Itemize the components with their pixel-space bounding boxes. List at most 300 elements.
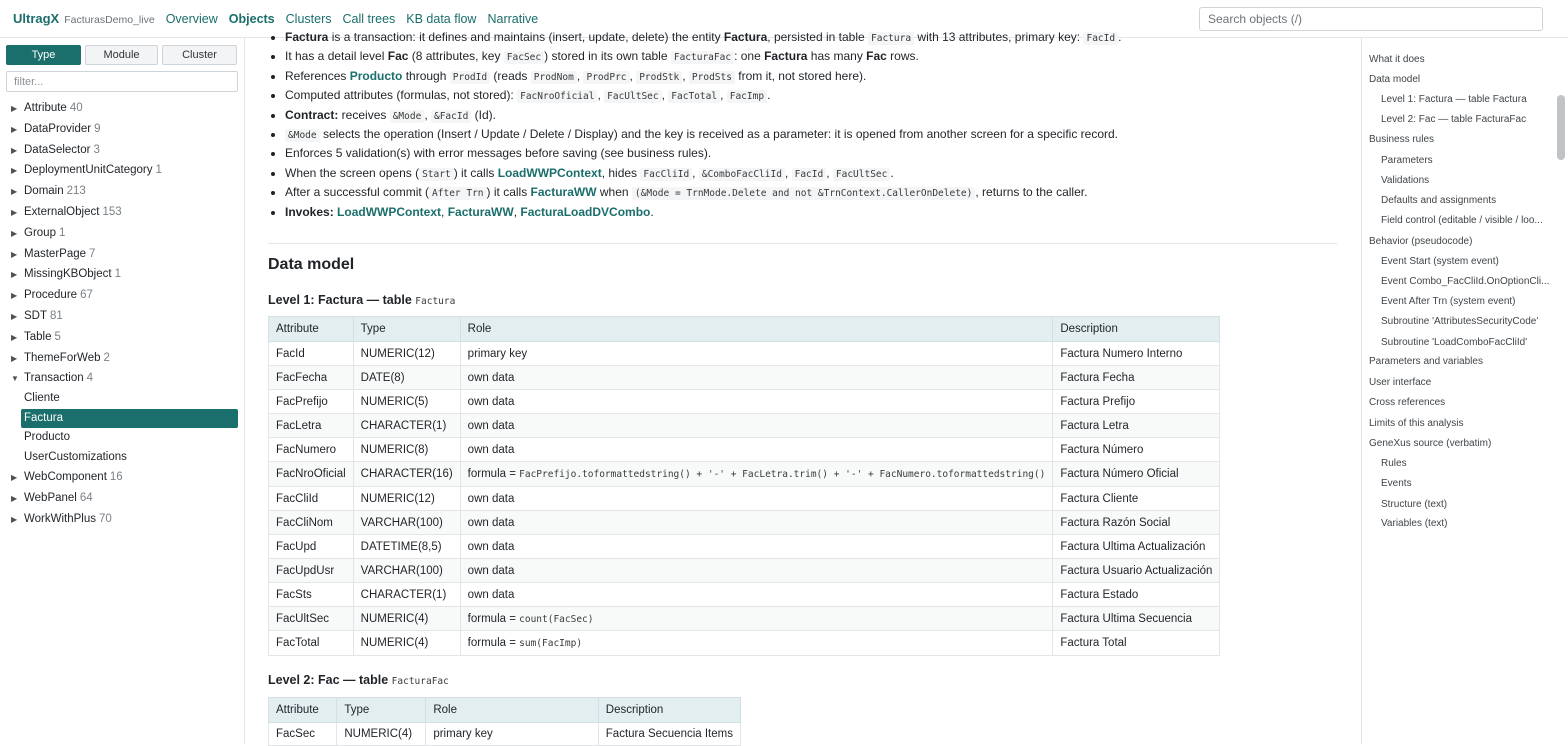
text: , hides [601, 165, 641, 180]
cell-description: Factura Letra [1053, 414, 1220, 438]
bold-text: Factura [285, 30, 329, 44]
bold-text: Invokes: [285, 204, 338, 219]
cell-role [460, 631, 1053, 656]
tree-item-dataselector[interactable] [0, 140, 245, 161]
role-label: own data [467, 564, 515, 577]
table-row [269, 462, 1220, 487]
code-token: FacUltSec [833, 168, 890, 181]
code-token: Start [419, 168, 454, 181]
tree-child-producto[interactable]: Producto [24, 431, 71, 444]
page-scrollbar[interactable] [1557, 95, 1565, 160]
role-label: formula = [467, 468, 520, 480]
cell-attribute: FacId [269, 342, 354, 366]
toc-item[interactable]: Level 2: Fac — table FacturaFac [1381, 114, 1527, 125]
level2-heading [268, 673, 449, 687]
segment-type[interactable]: Type [6, 45, 81, 65]
tree-item-externalobject[interactable] [0, 202, 245, 223]
caret-right-icon[interactable]: ▶ [11, 104, 18, 113]
text: References [285, 68, 350, 83]
tree-item-label: MissingKBObject [24, 268, 112, 281]
summary-item [285, 47, 1352, 66]
code-token: ProdId [450, 71, 490, 84]
tree-item-procedure[interactable] [0, 285, 245, 306]
toc-item[interactable]: Field control (editable / visible / loo... [1381, 215, 1543, 226]
text: is a transaction: it defines and maintains (insert, update, delete) the entity [328, 30, 724, 44]
nav-overview[interactable]: Overview [165, 11, 218, 26]
caret-right-icon[interactable]: ▶ [11, 311, 18, 321]
toc-item[interactable]: Cross references [1369, 397, 1446, 408]
text: , [692, 165, 699, 180]
segment-module[interactable]: Module [85, 45, 158, 65]
object-link[interactable]: LoadWWPContext [337, 204, 442, 219]
toc-item[interactable]: Parameters and variables [1369, 356, 1483, 367]
toc-item[interactable]: Subroutine 'LoadComboFacCliId' [1381, 337, 1528, 348]
text: Enforces 5 validation(s) with error messages before saving (see business rules). [285, 146, 712, 161]
column-header-type: Type [337, 698, 426, 723]
role-label: formula = [467, 612, 520, 625]
tree-item-count: 1 [155, 164, 162, 177]
toc-item[interactable]: Level 1: Factura — table Factura [1381, 94, 1527, 105]
tree-item-count: 1 [58, 226, 66, 239]
tree-item-label: WorkWithPlus [24, 512, 96, 525]
table-header-row [269, 698, 741, 723]
text: has many [807, 49, 867, 64]
cell-attribute: FacSts [269, 583, 354, 607]
object-link[interactable]: FacturaLoadDVCombo [520, 204, 651, 219]
cell-description: Factura Usuario Actualización [1053, 559, 1220, 583]
nav-clusters[interactable]: Clusters [285, 11, 332, 26]
toc-item[interactable]: Event Start (system event) [1381, 256, 1499, 267]
role-label: primary key [433, 728, 493, 740]
tree-item-transaction[interactable] [0, 368, 245, 389]
column-header-description: Description [1053, 317, 1220, 342]
level1-heading [268, 293, 455, 307]
cell-role [460, 583, 1053, 607]
toc-item[interactable]: Data model [1369, 74, 1421, 85]
role-label: own data [467, 492, 515, 505]
cell-role [460, 366, 1053, 390]
object-link[interactable]: Producto [349, 68, 403, 83]
text: , returns to the caller. [975, 185, 1088, 200]
code-token: ProdNom [531, 71, 577, 84]
nav-objects[interactable]: Objects [228, 11, 275, 26]
role-label: formula = [467, 637, 520, 649]
formula-code: sum(FacImp) [519, 638, 583, 649]
code-token: FacCliId [640, 168, 692, 181]
cell-role [460, 559, 1053, 583]
cell-type: DATE(8) [353, 366, 460, 390]
cell-type: NUMERIC(4) [353, 607, 460, 631]
tree-item-count: 153 [102, 205, 122, 218]
cell-role [460, 462, 1053, 487]
text: (Id). [471, 107, 496, 122]
table-row [269, 511, 1220, 535]
table-row [269, 390, 1220, 414]
object-link[interactable]: LoadWWPContext [497, 165, 602, 180]
object-tree [0, 98, 245, 530]
text: ) it calls [453, 165, 498, 180]
tree-item-missingkbobject[interactable] [0, 264, 245, 285]
text: , [682, 68, 689, 83]
tree-item-label: Group [24, 226, 56, 239]
caret-right-icon[interactable]: ▶ [11, 207, 18, 217]
code-token: Factura [868, 32, 914, 45]
cell-description: Factura Ultima Secuencia [1053, 607, 1220, 631]
toc-item[interactable]: Behavior (pseudocode) [1369, 236, 1473, 247]
table-header-row [269, 317, 1220, 342]
main-nav [166, 12, 550, 26]
code-token: &ComboFacCliId [699, 168, 785, 181]
toc-item[interactable]: What it does [1369, 54, 1425, 65]
tree-item-count: 70 [99, 512, 112, 525]
cell-attribute: FacUpd [269, 535, 354, 559]
column-header-role: Role [426, 698, 598, 723]
nav-call-trees[interactable]: Call trees [342, 11, 396, 26]
cell-type: NUMERIC(4) [337, 723, 426, 746]
cell-type: CHARACTER(16) [353, 462, 460, 487]
tree-item-label: Procedure [24, 289, 78, 302]
tree-item-deploymentunitcategory[interactable] [0, 160, 245, 181]
text: , [661, 88, 669, 103]
code-token: FacturaFac [671, 51, 734, 64]
text: . [767, 88, 771, 103]
cell-type: NUMERIC(8) [353, 438, 460, 462]
tree-item-sdt[interactable] [0, 306, 245, 327]
kb-name: FacturasDemo_live [64, 13, 155, 26]
divider [268, 243, 1337, 244]
tree-item-count: 40 [69, 102, 83, 114]
tree-item-count: 2 [103, 351, 110, 364]
toc-item[interactable]: Parameters [1381, 155, 1433, 166]
bold-text: Contract: [285, 107, 339, 122]
caret-right-icon[interactable]: ▶ [11, 514, 18, 524]
tree-item-label: DataSelector [24, 143, 91, 156]
code-token: &Mode [285, 129, 320, 142]
cell-role [460, 438, 1053, 462]
caret-down-icon[interactable]: ▼ [11, 374, 19, 384]
cell-attribute: FacNroOficial [269, 462, 354, 487]
nav-narrative[interactable]: Narrative [487, 11, 539, 26]
text: from it, not stored here). [734, 68, 867, 83]
cell-attribute: FacPrefijo [269, 390, 354, 414]
level1-table-name: Factura [415, 296, 456, 307]
toc-item[interactable]: GeneXus source (verbatim) [1369, 438, 1492, 449]
tree-item-attribute[interactable] [0, 98, 245, 119]
formula-code: FacPrefijo.toformattedstring() + '-' + FacLetra.trim() + '-' + FacNumero.toformattedstring() [519, 469, 1046, 480]
role-label: own data [467, 395, 515, 408]
column-header-description: Description [598, 698, 740, 723]
toc-item[interactable]: Structure (text) [1381, 499, 1448, 510]
tree-item-count: 7 [89, 247, 96, 260]
caret-right-icon[interactable]: ▶ [11, 270, 18, 280]
table-of-contents [1361, 38, 1568, 744]
cell-attribute: FacCliNom [269, 511, 354, 535]
summary-item [285, 28, 1352, 47]
summary-item [285, 106, 1352, 125]
code-token: &Mode [390, 110, 425, 123]
object-link[interactable]: FacturaWW [447, 204, 514, 219]
summary-item [285, 67, 1352, 86]
cell-type: VARCHAR(100) [353, 559, 460, 583]
text: When the screen opens ( [285, 165, 420, 180]
cell-role [460, 487, 1053, 511]
summary-item [285, 164, 1352, 183]
cell-description: Factura Prefijo [1053, 390, 1220, 414]
toc-item[interactable]: Variables (text) [1381, 518, 1448, 529]
table-row [269, 535, 1220, 559]
bold-text: Factura [723, 30, 768, 44]
code-token: FacImp [727, 90, 767, 103]
cell-type: NUMERIC(5) [353, 390, 460, 414]
section-title-data-model: Data model [268, 256, 355, 273]
summary-item [285, 86, 1352, 105]
cell-type: NUMERIC(12) [353, 487, 460, 511]
tree-item-label: DataProvider [24, 122, 92, 135]
text: through [402, 68, 450, 83]
tree-item-label: Transaction [24, 372, 84, 385]
tree-item-count: 64 [79, 491, 93, 504]
cell-attribute: FacCliId [269, 487, 354, 511]
table-row [269, 631, 1220, 656]
caret-right-icon[interactable]: ▶ [11, 291, 18, 301]
tree-item-webpanel[interactable] [0, 488, 245, 509]
code-token: FacNroOficial [517, 90, 597, 103]
toc-item[interactable]: Validations [1381, 175, 1430, 186]
tree-item-label: DeploymentUnitCategory [24, 164, 153, 177]
tree-item-themeforweb[interactable] [0, 348, 245, 369]
toc-item[interactable]: Event Combo_FacCliId.OnOptionCli... [1381, 276, 1550, 287]
cell-description: Factura Ultima Actualización [1053, 535, 1220, 559]
bold-text: Factura [764, 49, 808, 64]
role-label: primary key [467, 347, 528, 360]
toc-item[interactable]: Event After Trn (system event) [1381, 296, 1516, 307]
table-row [269, 342, 1220, 366]
cell-type: NUMERIC(4) [353, 631, 460, 656]
summary-item [285, 183, 1352, 202]
summary-list [272, 28, 1352, 222]
cell-type: CHARACTER(1) [353, 583, 460, 607]
toc-item[interactable]: Limits of this analysis [1369, 418, 1464, 429]
level2-table [268, 697, 741, 746]
column-header-role: Role [460, 317, 1053, 342]
cell-description: Factura Secuencia Items [598, 723, 740, 746]
bold-text: Fac [387, 49, 409, 64]
tree-item-count: 213 [66, 185, 86, 198]
role-label: own data [467, 443, 515, 456]
text: , [513, 204, 521, 219]
summary-item [285, 125, 1352, 144]
cell-attribute: FacTotal [269, 631, 354, 656]
toc-item[interactable]: Defaults and assignments [1381, 195, 1497, 206]
tree-item-workwithplus[interactable] [0, 509, 245, 530]
column-header-type: Type [353, 317, 460, 342]
role-label: own data [467, 419, 515, 432]
caret-right-icon[interactable]: ▶ [11, 187, 18, 197]
tree-item-label: ExternalObject [24, 205, 100, 218]
tree-item-label: SDT [24, 309, 47, 322]
app-brand[interactable]: UltragX [13, 11, 60, 26]
text: , [629, 68, 637, 83]
caret-right-icon[interactable]: ▶ [11, 228, 18, 238]
text: (reads [490, 68, 531, 83]
table-row [269, 723, 741, 746]
text: , [597, 88, 605, 103]
text: receives [338, 107, 390, 122]
caret-right-icon[interactable]: ▶ [11, 493, 18, 503]
tree-item-count: 16 [109, 471, 123, 484]
cell-attribute: FacNumero [269, 438, 354, 462]
text: . [890, 165, 894, 180]
table-row [269, 607, 1220, 631]
cell-type: CHARACTER(1) [353, 414, 460, 438]
cell-description: Factura Razón Social [1053, 511, 1220, 535]
summary-item [285, 203, 1352, 222]
code-token: FacId [792, 168, 827, 181]
cell-role [460, 607, 1053, 631]
caret-right-icon[interactable]: ▶ [11, 332, 18, 342]
text: , [720, 88, 727, 103]
text: ) it calls [486, 185, 531, 200]
caret-right-icon[interactable]: ▶ [11, 353, 18, 363]
table-row [269, 414, 1220, 438]
text: , [424, 107, 431, 122]
text: . [650, 204, 654, 219]
caret-right-icon[interactable]: ▶ [11, 166, 18, 176]
cell-description: Factura Número Oficial [1053, 462, 1220, 487]
tree-item-label: ThemeForWeb [24, 351, 101, 364]
toc-item[interactable]: Subroutine 'AttributesSecurityCode' [1381, 316, 1539, 327]
code-token: FacUltSec [604, 90, 661, 103]
cell-description: Factura Estado [1053, 583, 1220, 607]
text: selects the operation (Insert / Update / Delete / Display) and the key is received as a parameter: it is opened from another screen for a specific record. [319, 126, 1119, 141]
table-row [269, 366, 1220, 390]
caret-right-icon[interactable]: ▶ [11, 473, 18, 483]
code-token: FacId [1083, 32, 1118, 45]
object-link[interactable]: FacturaWW [530, 185, 597, 200]
cell-role [460, 342, 1053, 366]
text: : one [734, 49, 765, 64]
code-token: (&Mode = TrnMode.Delete and not &TrnContext.CallerOnDelete) [632, 187, 975, 200]
table-row [269, 487, 1220, 511]
column-header-attribute: Attribute [269, 317, 354, 342]
code-token: After Trn [429, 187, 486, 200]
text: , [784, 165, 792, 180]
tree-child-factura[interactable]: Factura [21, 409, 238, 429]
nav-kb-data-flow[interactable]: KB data flow [406, 11, 477, 26]
bold-text: Fac [866, 49, 887, 64]
role-label: own data [467, 371, 515, 384]
text: , [441, 204, 448, 219]
cell-type: NUMERIC(12) [353, 342, 460, 366]
code-token: ProdSts [689, 71, 735, 84]
tree-item-count: 1 [114, 268, 121, 281]
cell-attribute: FacSec [269, 723, 337, 746]
tree-item-count: 81 [50, 309, 63, 322]
level1-table [268, 316, 1220, 656]
sidebar [0, 38, 245, 744]
tree-item-label: Domain [24, 185, 64, 198]
tree-item-webcomponent[interactable] [0, 467, 245, 488]
level2-table-name: FacturaFac [391, 676, 449, 687]
tree-child-cliente[interactable]: Cliente [24, 392, 60, 405]
cell-description: Factura Fecha [1053, 366, 1220, 390]
toc-item[interactable]: User interface [1369, 377, 1432, 388]
tree-item-table[interactable] [0, 327, 245, 348]
cell-role [460, 390, 1053, 414]
text: (8 attributes, key [408, 49, 504, 64]
text: . [1118, 30, 1122, 44]
level1-title: Level 1: Factura — table [268, 293, 412, 307]
table-row [269, 583, 1220, 607]
cell-attribute: FacUltSec [269, 607, 354, 631]
text: , persisted in table [767, 30, 869, 44]
toc-item[interactable]: Rules [1381, 458, 1407, 469]
cell-description: Factura Total [1053, 631, 1220, 656]
formula-code: count(FacSec) [519, 613, 594, 625]
text: ) stored in its own table [544, 49, 671, 64]
tree-item-label: MasterPage [24, 247, 87, 260]
tree-item-count: 9 [94, 122, 101, 135]
cell-attribute: FacUpdUsr [269, 559, 354, 583]
text: Computed attributes (formulas, not stored): [285, 88, 518, 103]
filter-input[interactable] [6, 71, 238, 92]
code-token: FacTotal [668, 90, 720, 103]
role-label: own data [467, 516, 515, 529]
tree-item-group[interactable] [0, 223, 245, 244]
cell-role [426, 723, 598, 746]
cell-role [460, 511, 1053, 535]
text: , [826, 165, 833, 180]
tree-item-domain[interactable] [0, 181, 245, 202]
cell-description: Factura Cliente [1053, 487, 1220, 511]
role-label: own data [467, 540, 515, 553]
tree-item-label: WebPanel [24, 491, 77, 504]
summary-item [285, 144, 1352, 163]
main-content [245, 30, 1360, 744]
text: After a successful commit ( [285, 185, 430, 200]
text: rows. [886, 49, 919, 64]
cell-type: VARCHAR(100) [353, 511, 460, 535]
tree-item-label: WebComponent [24, 471, 107, 484]
toc-item[interactable]: Business rules [1369, 134, 1435, 145]
caret-right-icon[interactable]: ▶ [11, 145, 18, 155]
cell-attribute: FacLetra [269, 414, 354, 438]
tree-item-label: Table [24, 330, 52, 343]
code-token: &FacId [431, 110, 471, 123]
toc-item[interactable]: Events [1381, 478, 1412, 489]
caret-right-icon[interactable]: ▶ [11, 124, 18, 134]
cell-description: Factura Número [1053, 438, 1220, 462]
column-header-attribute: Attribute [269, 698, 337, 723]
tree-item-count: 5 [54, 330, 61, 343]
role-label: own data [467, 588, 515, 601]
code-token: FacSec [504, 51, 544, 64]
cell-attribute: FacFecha [269, 366, 354, 390]
text: , [576, 68, 584, 83]
tree-child-usercustomizations[interactable]: UserCustomizations [24, 450, 127, 463]
grouping-segmented-control [6, 45, 241, 65]
tree-item-dataprovider[interactable] [0, 119, 245, 140]
segment-cluster[interactable]: Cluster [162, 45, 237, 65]
caret-right-icon[interactable]: ▶ [11, 249, 18, 259]
tree-item-label: Attribute [24, 102, 67, 114]
level2-title: Level 2: Fac — table [268, 673, 389, 687]
tree-item-masterpage[interactable] [0, 244, 245, 265]
tree-item-count: 3 [93, 143, 100, 156]
text: It has a detail level [285, 49, 388, 64]
text: with 13 attributes, primary key: [914, 30, 1084, 44]
cell-description: Factura Numero Interno [1053, 342, 1220, 366]
